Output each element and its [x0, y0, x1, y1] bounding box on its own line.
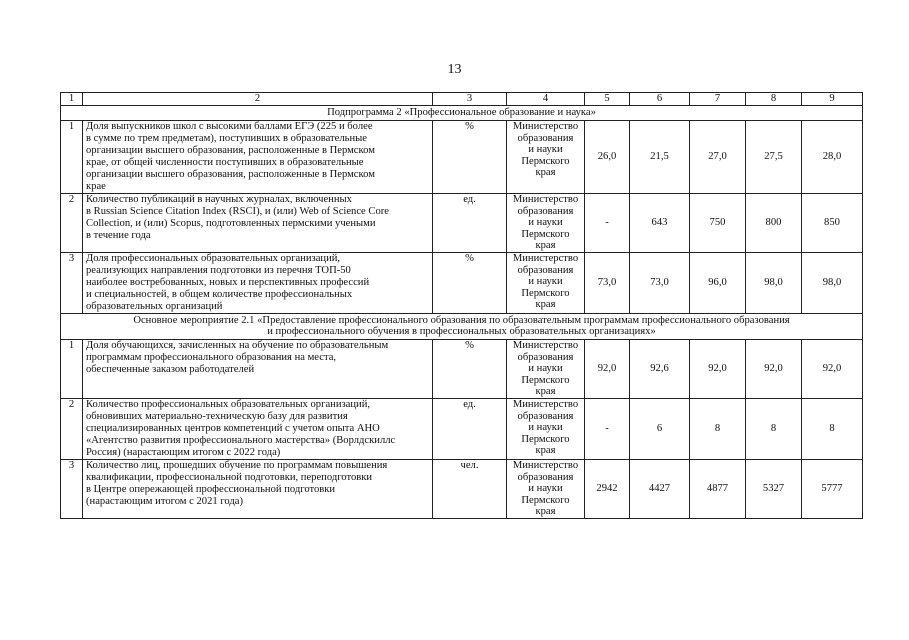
- org-line: Пермского: [521, 287, 570, 299]
- value-cell: 27,5: [746, 121, 802, 194]
- indicator-name-line: в сумме по трем предметам), поступивших в образовательные: [86, 133, 367, 144]
- indicator-name: [83, 459, 433, 518]
- indicator-name-line: крае: [86, 181, 106, 192]
- main-event-line: Основное мероприятие 2.1 «Предоставление профессионального образования по образовательным программам профессионального образования: [133, 314, 790, 326]
- indicator-name-line: организации высшего образования, расположенные в Пермском: [86, 169, 375, 180]
- indicator-name-line: Доля профессиональных образовательных организаций,: [86, 252, 341, 264]
- value-cell: 98,0: [746, 252, 802, 313]
- indicator-name-line: Россия) (нарастающим итогом с 2022 года): [86, 446, 281, 458]
- org-line: Пермского: [521, 228, 570, 240]
- indicator-name-line: организации высшего образования, расположенные в Пермском: [86, 145, 375, 156]
- indicator-name-line: квалификации, профессиональной подготовки, переподготовки: [86, 471, 373, 483]
- column-number-row: [61, 93, 863, 106]
- org-line: Пермского: [521, 494, 570, 506]
- column-number: 6: [630, 93, 690, 106]
- row-number: 3: [61, 459, 83, 518]
- table-row: [61, 121, 863, 194]
- org-line: края: [535, 240, 556, 252]
- unit-cell: чел.: [433, 459, 507, 518]
- column-number: 5: [585, 93, 630, 106]
- value-cell: 92,6: [630, 339, 690, 398]
- value-cell: 92,0: [585, 339, 630, 398]
- org-line: и науки: [528, 217, 563, 229]
- org-line: Министерство: [512, 194, 579, 205]
- value-cell: 28,0: [802, 121, 863, 194]
- indicator-name-line: обеспеченные заказом работодателей: [86, 363, 255, 375]
- org-line: края: [535, 299, 556, 311]
- responsible-org: [507, 252, 585, 313]
- column-number: 4: [507, 93, 585, 106]
- indicator-name-line: Количество публикаций в научных журналах, включенных: [86, 194, 352, 205]
- org-line: Пермского: [521, 433, 570, 445]
- value-cell: 21,5: [630, 121, 690, 194]
- org-line: и науки: [528, 363, 563, 375]
- value-cell: 5327: [746, 459, 802, 518]
- org-line: образования: [517, 351, 574, 363]
- org-line: образования: [517, 264, 574, 276]
- value-cell: 4877: [690, 459, 746, 518]
- row-number: 2: [61, 194, 83, 253]
- org-line: Пермского: [521, 155, 570, 167]
- org-line: образования: [517, 132, 574, 144]
- table-row: [61, 398, 863, 459]
- indicator-name-line: в Центре опережающей профессиональной подготовки: [86, 483, 336, 495]
- indicator-name-line: реализующих направления подготовки из перечня ТОП-50: [86, 264, 351, 276]
- page-number: 13: [447, 62, 462, 77]
- indicator-name-line: в Russian Science Citation Index (RSCI), и (или) Web of Science Core: [86, 206, 389, 217]
- value-cell: 73,0: [630, 252, 690, 313]
- org-line: и науки: [528, 144, 563, 156]
- row-number: 1: [61, 339, 83, 398]
- org-line: Министерство: [512, 398, 579, 410]
- indicator-name-line: и специальностей, в общем количестве профессиональных: [86, 288, 353, 300]
- value-cell: 92,0: [746, 339, 802, 398]
- org-line: Министерство: [512, 339, 579, 351]
- table-row: [61, 194, 863, 253]
- unit-cell: ед.: [433, 194, 507, 253]
- org-line: края: [535, 506, 556, 518]
- org-line: Министерство: [512, 252, 579, 264]
- value-cell: 643: [630, 194, 690, 253]
- main-event-title: [61, 313, 863, 339]
- table-row: [61, 339, 863, 398]
- subprogram-title: Подпрограмма 2 «Профессиональное образование и наука»: [61, 106, 863, 121]
- indicator-name-line: Доля обучающихся, зачисленных на обучение по образовательным: [86, 339, 389, 351]
- org-line: и науки: [528, 483, 563, 495]
- column-number: 9: [802, 93, 863, 106]
- value-cell: -: [585, 398, 630, 459]
- value-cell: 750: [690, 194, 746, 253]
- indicator-name-line: крае, от общей численности поступивших в образовательные: [86, 157, 364, 168]
- org-line: края: [535, 445, 556, 457]
- column-number: 2: [83, 93, 433, 106]
- value-cell: 73,0: [585, 252, 630, 313]
- org-line: образования: [517, 471, 574, 483]
- main-event-line: и профессионального обучения в профессиональных образовательных организациях»: [267, 326, 656, 338]
- subprogram-row: [61, 106, 863, 121]
- indicator-name-line: (нарастающим итогом с 2021 года): [86, 495, 244, 507]
- value-cell: 26,0: [585, 121, 630, 194]
- value-cell: 2942: [585, 459, 630, 518]
- value-cell: 92,0: [690, 339, 746, 398]
- org-line: и науки: [528, 422, 563, 434]
- indicator-name-line: образовательных организаций: [86, 300, 223, 312]
- responsible-org: [507, 398, 585, 459]
- table-row: [61, 459, 863, 518]
- value-cell: 8: [746, 398, 802, 459]
- org-line: Министерство: [512, 459, 579, 471]
- unit-cell: %: [433, 339, 507, 398]
- indicator-name: [83, 121, 433, 194]
- row-number: 2: [61, 398, 83, 459]
- org-line: края: [535, 386, 556, 398]
- column-number: 8: [746, 93, 802, 106]
- indicator-name-line: Количество профессиональных образовательных организаций,: [86, 398, 371, 410]
- indicator-name-line: программам профессионального образования на места,: [86, 351, 337, 363]
- indicator-name-line: «Агентство развития профессионального мастерства» (Ворлдскиллс: [86, 434, 396, 446]
- main-event-row: [61, 313, 863, 339]
- table-row: [61, 252, 863, 313]
- column-number: 3: [433, 93, 507, 106]
- value-cell: 92,0: [802, 339, 863, 398]
- value-cell: 4427: [630, 459, 690, 518]
- value-cell: 5777: [802, 459, 863, 518]
- indicators-table: [60, 92, 863, 519]
- org-line: образования: [517, 410, 574, 422]
- indicator-name: [83, 194, 433, 253]
- org-line: Министерство: [512, 121, 579, 132]
- org-line: и науки: [528, 276, 563, 288]
- indicator-name: [83, 398, 433, 459]
- value-cell: 27,0: [690, 121, 746, 194]
- indicator-name: [83, 339, 433, 398]
- org-line: края: [535, 167, 556, 179]
- row-number: 1: [61, 121, 83, 194]
- value-cell: -: [585, 194, 630, 253]
- value-cell: 98,0: [802, 252, 863, 313]
- org-line: образования: [517, 205, 574, 217]
- value-cell: 96,0: [690, 252, 746, 313]
- indicator-name-line: специализированных центров компетенций с учетом опыта АНО: [86, 422, 380, 434]
- row-number: 3: [61, 252, 83, 313]
- indicator-name-line: Доля выпускников школ с высокими баллами ЕГЭ (225 и более: [86, 121, 373, 132]
- indicator-name-line: обновивших материально-техническую базу для развития: [86, 410, 348, 422]
- indicator-name-line: наиболее востребованных, новых и перспективных профессий: [86, 276, 370, 288]
- indicator-name-line: в течение года: [86, 230, 151, 241]
- value-cell: 8: [690, 398, 746, 459]
- unit-cell: %: [433, 121, 507, 194]
- indicator-name: [83, 252, 433, 313]
- unit-cell: ед.: [433, 398, 507, 459]
- indicator-name-line: Collection, и (или) Scopus, подготовленных пермскими учеными: [86, 218, 376, 229]
- responsible-org: [507, 121, 585, 194]
- value-cell: 850: [802, 194, 863, 253]
- column-number: 1: [61, 93, 83, 106]
- unit-cell: %: [433, 252, 507, 313]
- responsible-org: [507, 459, 585, 518]
- value-cell: 800: [746, 194, 802, 253]
- responsible-org: [507, 194, 585, 253]
- indicator-name-line: Количество лиц, прошедших обучение по программам повышения: [86, 459, 388, 471]
- column-number: 7: [690, 93, 746, 106]
- responsible-org: [507, 339, 585, 398]
- value-cell: 8: [802, 398, 863, 459]
- org-line: Пермского: [521, 374, 570, 386]
- value-cell: 6: [630, 398, 690, 459]
